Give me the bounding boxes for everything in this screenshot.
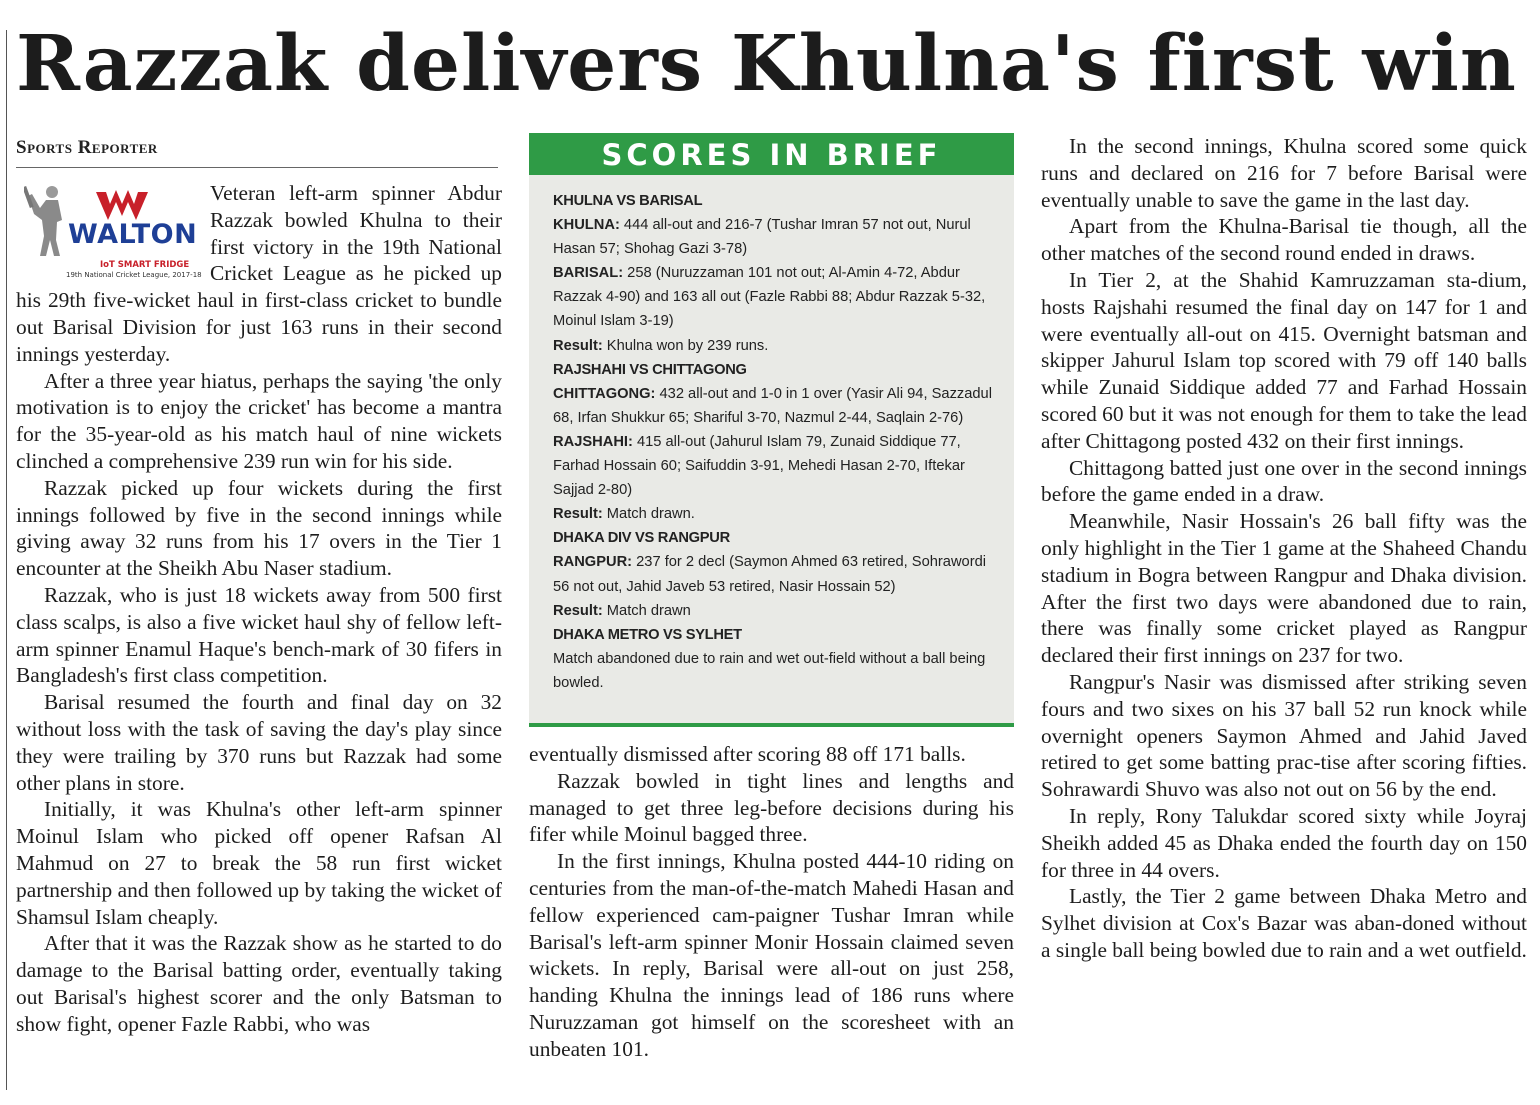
article-paragraph: Lastly, the Tier 2 game between Dhaka Metro and Sylhet division at Cox's Bazar was aban-doned without a single ball being bowled due to rain and a wet outfield. <box>1041 884 1527 962</box>
score-text: 237 for 2 decl (Saymon Ahmed 63 retired, Sohrawordi 56 not out, Jahid Javeb 53 retired, Nasir Hossain 52) <box>553 554 987 595</box>
score-line <box>553 213 992 261</box>
scores-box-body <box>529 175 1014 695</box>
team-label: RANGPUR: <box>553 554 633 571</box>
score-line <box>553 382 992 430</box>
article-paragraph: Barisal resumed the fourth and final day on 32 without loss with the task of saving the day's play since they were trailing by 370 runs but Razzak had some other plans in store. <box>16 690 502 795</box>
article-column-1 <box>16 180 502 1038</box>
scores-in-brief-box <box>529 133 1014 727</box>
result-line <box>553 502 992 526</box>
team-label: RAJSHAHI: <box>553 433 633 450</box>
article-paragraph: Initially, it was Khulna's other left-arm spinner Moinul Islam who picked off opener Rafsan Al Mahmud on 27 to break the 58 run first wicket partnership and then followed up by taking the wicket of Shamsul Islam cheaply. <box>16 797 502 929</box>
article-paragraph: In reply, Rony Talukdar scored sixty while Joyraj Sheikh added 45 as Dhaka ended the fourth day on 150 for three in 44 overs. <box>1041 803 1527 882</box>
article-paragraph: Chittagong batted just one over in the second innings before the game ended in a draw. <box>1041 455 1527 507</box>
team-label: KHULNA: <box>553 217 620 234</box>
page-left-rule <box>6 30 7 1090</box>
score-line <box>553 261 992 333</box>
article-paragraph: After that it was the Razzak show as he started to do damage to the Barisal batting order, eventually taking out Barisal's highest scorer and the only Batsman to show fight, opener Fazle Rabbi, who was <box>16 931 502 1036</box>
article-paragraph: Apart from the Khulna-Barisal tie though, all the other matches of the second round ended in draws. <box>1041 214 1527 266</box>
walton-brand-text: WALTON <box>68 219 198 250</box>
team-label: BARISAL: <box>553 265 624 282</box>
result-text: Match drawn. <box>602 506 695 523</box>
article-column-3 <box>1041 133 1527 964</box>
score-line <box>553 430 992 502</box>
article-paragraph: Razzak picked up four wickets during the first innings followed by five in the second innings while giving away 32 runs from his 17 overs in the Tier 1 encounter at the Sheikh Abu Naser stadium. <box>16 475 502 581</box>
result-line <box>553 334 992 358</box>
article-paragraph: eventually dismissed after scoring 88 off 171 balls. <box>529 742 966 766</box>
result-line <box>553 599 992 623</box>
score-line <box>553 550 992 598</box>
result-text: Match drawn <box>602 602 691 619</box>
article-paragraph: Rangpur's Nasir was dismissed after striking seven fours and two sixes on his 37 ball 52 run knock while overnight openers Saymon Ahmed and Jahid Javed retired to get some batting prac-tise after scoring fifties. Sohrawardi Shuvo was also not out on 56 by the end. <box>1041 669 1527 802</box>
match-title: DHAKA DIV VS RANGPUR <box>553 530 730 547</box>
article-paragraph: Veteran left-arm spinner Abdur Razzak bowled Khulna to their first victory in the 19th National Cricket League as he picked up his 29th five-wicket haul in first-class cricket to bundle out Barisal Division for just 163 runs in their second innings yesterday. <box>16 181 502 366</box>
score-text: 258 (Nuruzzaman 101 not out; Al-Amin 4-72, Abdur Razzak 4-90) and 163 all out (Fazle Rabbi 88; Abdur Razzak 5-32, Moinul Islam 3-19) <box>553 265 986 330</box>
article-paragraph: In Tier 2, at the Shahid Kamruzzaman sta-dium, hosts Rajshahi resumed the final day on 147 for 1 and were eventually all-out on 415. Overnight batsman and skipper Jahurul Islam top scored with 79 off 140 balls while Zunaid Siddique added 77 and Farhad Hossain scored 60 but it was not enough for them to take the lead after Chittagong posted 432 on their first innings. <box>1041 267 1527 453</box>
result-label: Result: <box>553 506 603 523</box>
result-label: Result: <box>553 602 603 619</box>
score-text: 432 all-out and 1-0 in 1 over (Yasir Ali 94, Sazzadul 68, Irfan Shukkur 65; Shariful 3-70, Nazmul 2-44, Saqlain 2-76) <box>553 385 992 426</box>
byline: Sports Reporter <box>16 137 498 168</box>
team-label: CHITTAGONG: <box>553 385 656 402</box>
sponsor-logo <box>24 184 202 279</box>
article-column-2 <box>529 741 1014 1063</box>
match-title: DHAKA METRO VS SYLHET <box>553 626 742 643</box>
article-paragraph: In the second innings, Khulna scored some quick runs and declared on 216 for 7 before Barisal were eventually unable to save the game in the last day. <box>1041 134 1527 212</box>
score-text: 444 all-out and 216-7 (Tushar Imran 57 not out, Nurul Hasan 57; Shohag Gazi 3-78) <box>553 217 971 258</box>
cricketer-silhouette-icon <box>24 184 74 258</box>
article-paragraph: Razzak bowled in tight lines and lengths and managed to get three leg-before decisions during his fifer while Moinul bagged three. <box>529 768 1014 847</box>
result-label: Result: <box>553 337 603 354</box>
result-text: Khulna won by 239 runs. <box>602 337 769 354</box>
match-title: KHULNA VS BARISAL <box>553 193 703 209</box>
sponsor-tagline: IoT SMART FRIDGE <box>100 260 190 270</box>
league-name: 19th National Cricket League, 2017-18 <box>66 271 202 279</box>
match-note: Match abandoned due to rain and wet out-field without a ball being bowled. <box>553 650 986 691</box>
article-paragraph: Meanwhile, Nasir Hossain's 26 ball fifty was the only highlight in the Tier 1 game at the Shaheed Chandu stadium in Bogra between Rangpur and Dhaka division. After the first two days were abandoned due to rain, there was finally some cricket played as Rangpur declared their first innings on 237 for two. <box>1041 509 1527 668</box>
article-paragraph: In the first innings, Khulna posted 444-10 riding on centuries from the man-of-the-match Mahedi Hasan and fellow experienced cam-paigner Tushar Imran while Barisal's left-arm spinner Monir Hossain claimed seven wickets. In reply, Barisal were all-out on just 258, handing Khulna the innings lead of 186 runs where Nuruzzaman got himself on the scoresheet with an unbeaten 101. <box>529 849 1014 1061</box>
scores-box-title: SCORES IN BRIEF <box>529 133 1014 175</box>
walton-w-mark-icon <box>94 188 150 222</box>
headline: Razzak delivers Khulna's first win <box>16 19 1517 109</box>
article-paragraph: Razzak, who is just 18 wickets away from 500 first class scalps, is also a five wicket haul shy of fellow left-arm spinner Enamul Haque's bench-mark of 30 fifers in Bangladesh's first class competition. <box>16 582 502 688</box>
match-title: RAJSHAHI VS CHITTAGONG <box>553 361 747 378</box>
article-paragraph: After a three year hiatus, perhaps the saying 'the only motivation is to enjoy the cricket' has become a mantra for the 35-year-old as his match haul of nine wickets clinched a comprehensive 239 run win for his side. <box>16 368 502 473</box>
score-text: 415 all-out (Jahurul Islam 79, Zunaid Siddique 77, Farhad Hossain 60; Saifuddin 3-91, Mehedi Hasan 2-70, Iftekar Sajjad 2-80) <box>553 433 965 499</box>
